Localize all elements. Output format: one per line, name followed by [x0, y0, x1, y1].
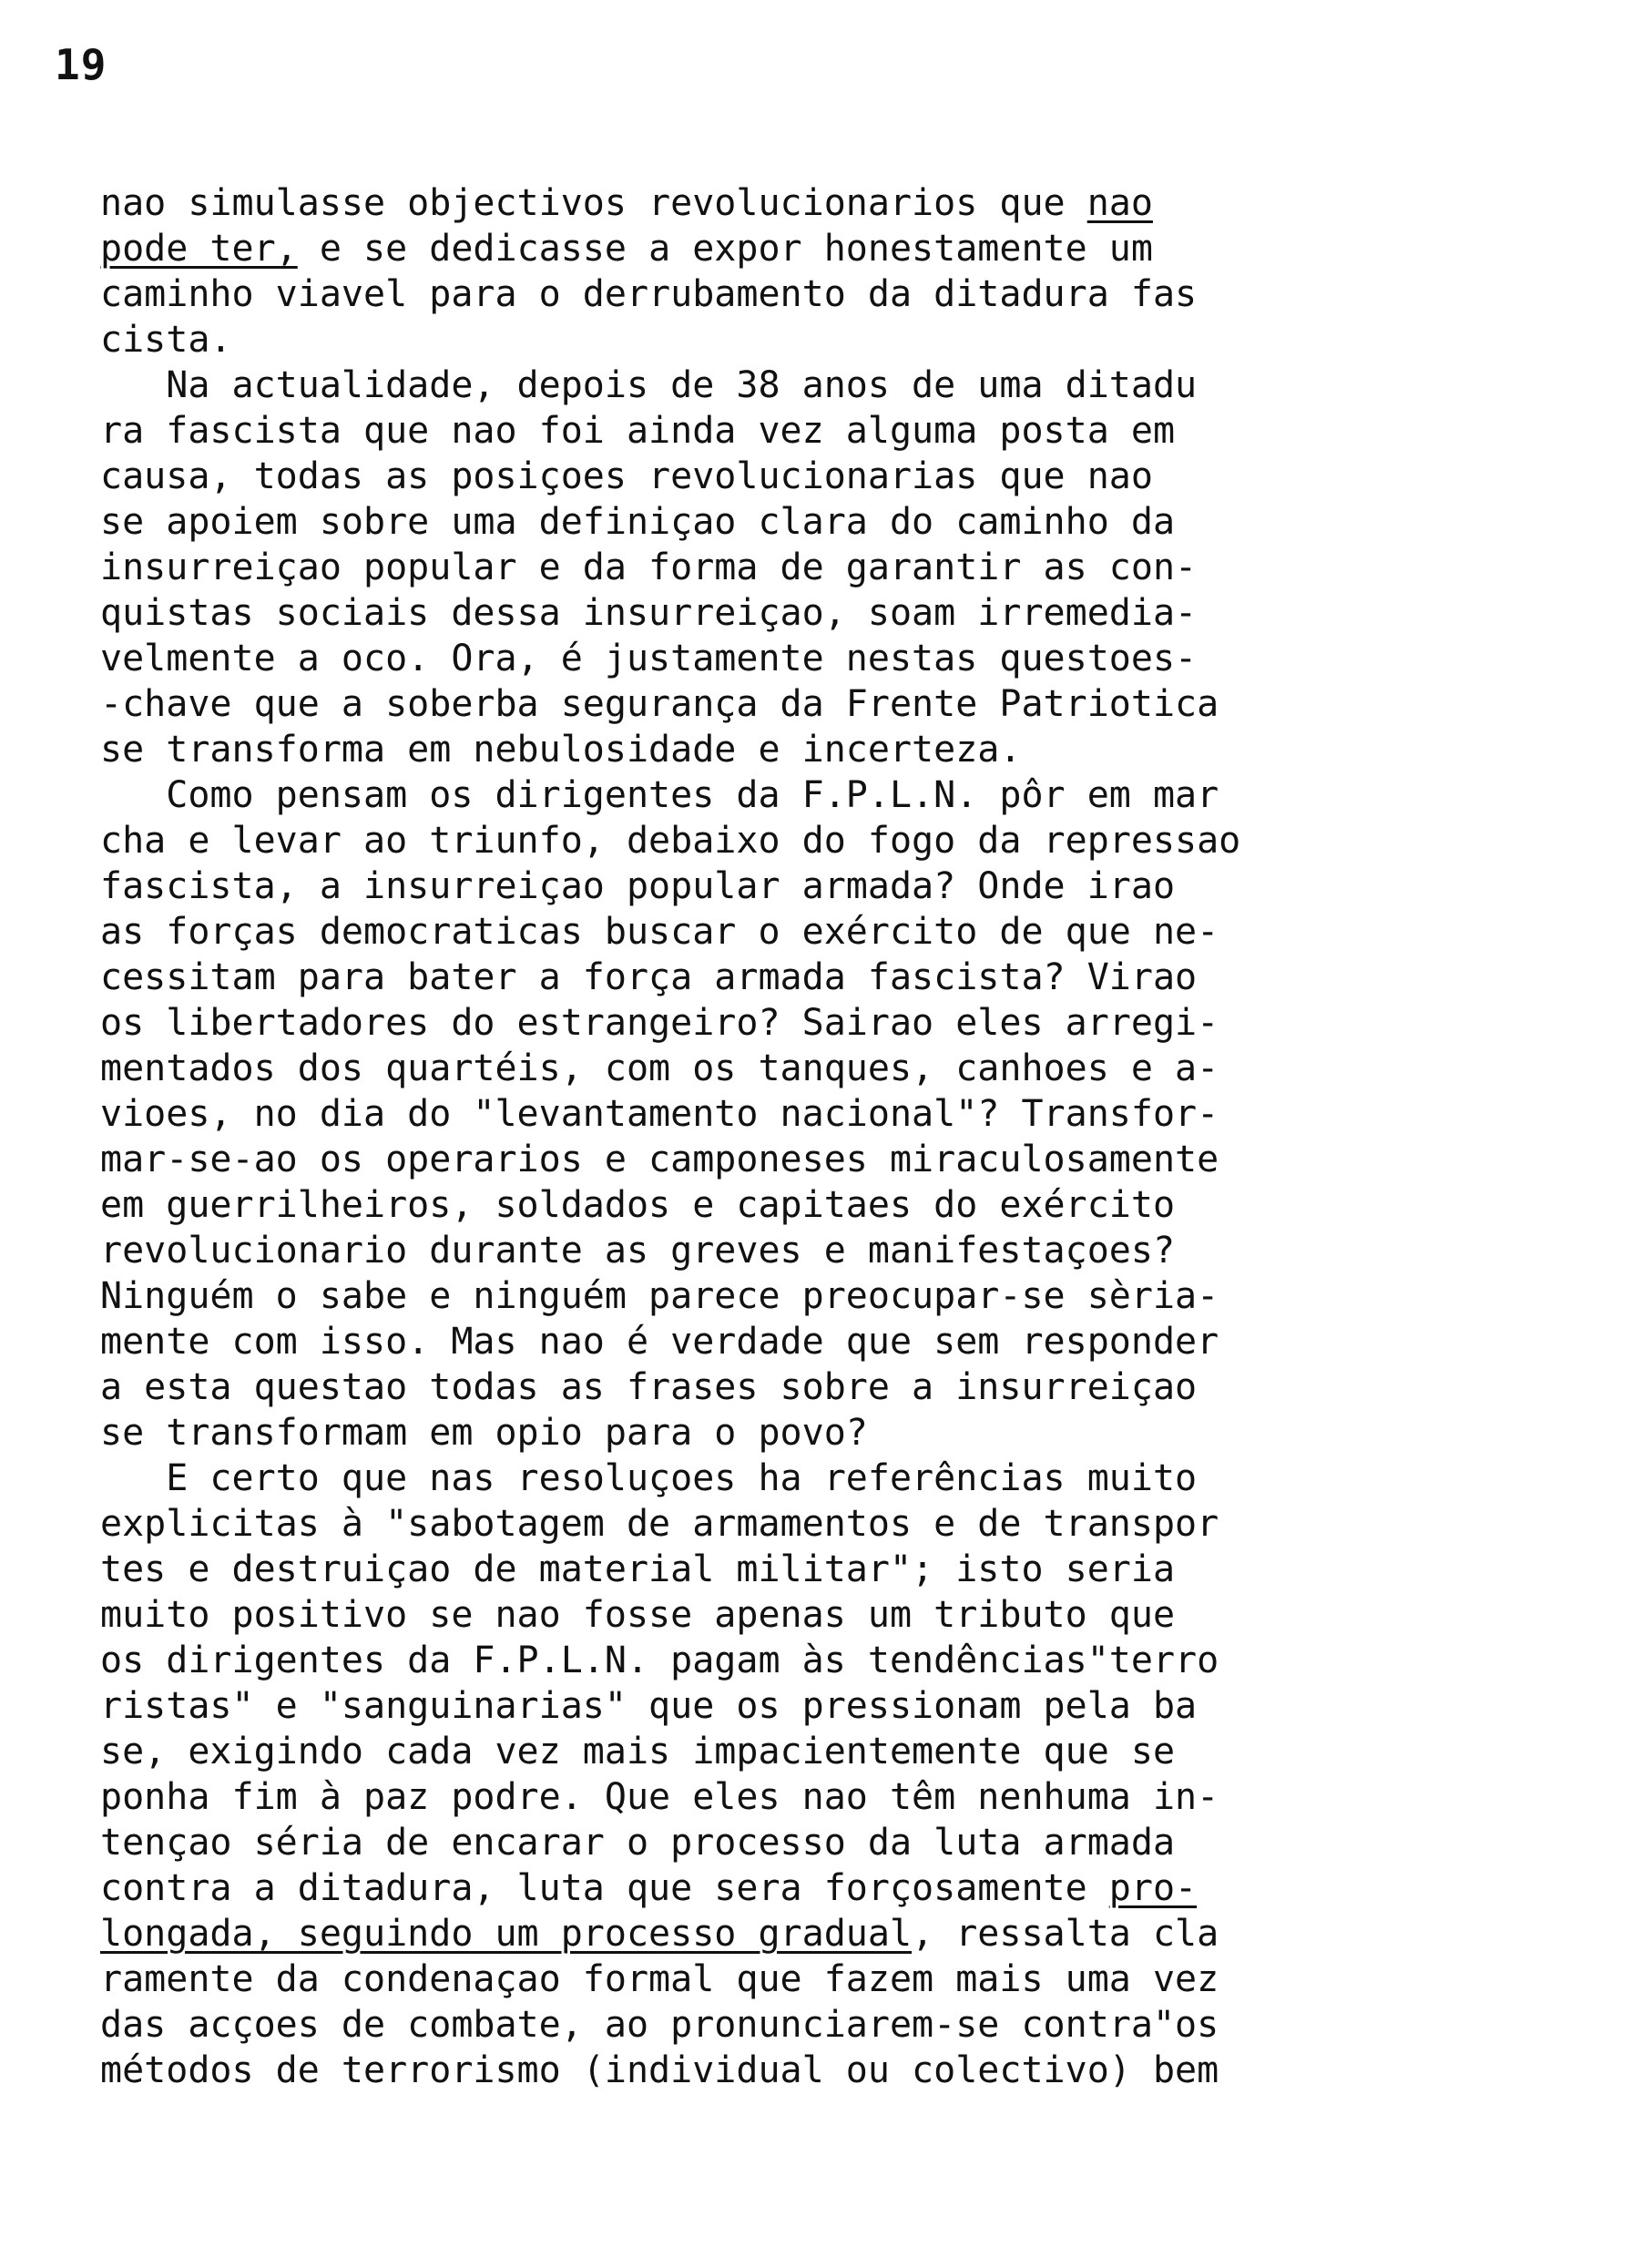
underlined-text: pro- — [1108, 1867, 1198, 1909]
text-line: mar-se-ao os operarios e camponeses miraculosamente — [100, 1139, 1219, 1180]
text-line: revolucionario durante as greves e manifestaçoes? — [100, 1230, 1176, 1272]
text-line: se transformam em opio para o povo? — [100, 1412, 868, 1454]
page-number: 19 — [55, 40, 107, 89]
underlined-text: longada, seguindo um processo gradual — [100, 1913, 913, 1955]
text-line — [100, 180, 1594, 226]
text-line: Na actualidade, depois de 38 anos de uma ditadu — [100, 364, 1198, 406]
text-line: ponha fim à paz podre. Que eles nao têm nenhuma in- — [100, 1776, 1219, 1818]
text-line: ristas" e "sanguinarias" que os pressionam pela ba — [100, 1685, 1198, 1727]
text-line: Como pensam os dirigentes da F.P.L.N. pôr em mar — [100, 774, 1219, 816]
text-line: ra fascista que nao foi ainda vez alguma posta em — [100, 410, 1176, 452]
text-line: E certo que nas resoluçoes ha referências muito — [100, 1457, 1198, 1499]
text-line: explicitas à "sabotagem de armamentos e de transpor — [100, 1503, 1219, 1545]
text-line: cessitam para bater a força armada fascista? Virao — [100, 956, 1198, 998]
text-line: fascista, a insurreiçao popular armada? Onde irao — [100, 865, 1176, 907]
text-line — [100, 1865, 1594, 1911]
text-line: Ninguém o sabe e ninguém parece preocupar-se sèria- — [100, 1275, 1219, 1317]
text-line: muito positivo se nao fosse apenas um tributo que — [100, 1594, 1176, 1636]
text-line: os dirigentes da F.P.L.N. pagam às tendências"terro — [100, 1640, 1219, 1681]
text-line: mentados dos quartéis, com os tanques, canhoes e a- — [100, 1047, 1219, 1089]
text-line: a esta questao todas as frases sobre a insurreiçao — [100, 1366, 1198, 1408]
text-line: quistas sociais dessa insurreiçao, soam irremedia- — [100, 592, 1198, 634]
text-segment: contra a ditadura, luta que sera forçosamente — [100, 1867, 1109, 1909]
text-line: cha e levar ao triunfo, debaixo do fogo da repressao — [100, 820, 1241, 862]
text-segment: nao simulasse objectivos revolucionarios que — [100, 182, 1087, 224]
text-line: velmente a oco. Ora, é justamente nestas questoes- — [100, 638, 1198, 679]
text-line: em guerrilheiros, soldados e capitaes do exército — [100, 1184, 1176, 1226]
typed-text-body — [100, 180, 1594, 2093]
text-line: cista. — [100, 319, 232, 361]
text-line: se apoiem sobre uma definiçao clara do caminho da — [100, 501, 1176, 543]
text-segment: , ressalta cla — [912, 1913, 1219, 1955]
text-line: os libertadores do estrangeiro? Sairao eles arregi- — [100, 1002, 1219, 1044]
text-line: as forças democraticas buscar o exército de que ne- — [100, 911, 1219, 953]
text-line: tes e destruiçao de material militar"; isto seria — [100, 1548, 1176, 1590]
text-line: causa, todas as posiçoes revolucionarias que nao — [100, 455, 1153, 497]
text-line: -chave que a soberba segurança da Frente Patriotica — [100, 683, 1219, 725]
text-segment: e se dedicasse a expor honestamente um — [297, 228, 1153, 270]
text-line: se, exigindo cada vez mais impacientemente que se — [100, 1731, 1176, 1773]
text-line: métodos de terrorismo (individual ou colectivo) bem — [100, 2049, 1219, 2091]
text-line — [100, 1911, 1594, 1956]
underlined-text: pode ter, — [100, 228, 298, 270]
text-line: das acçoes de combate, ao pronunciarem-se contra"os — [100, 2004, 1219, 2046]
text-line — [100, 226, 1594, 271]
text-line: insurreiçao popular e da forma de garantir as con- — [100, 547, 1198, 588]
text-line: ramente da condenaçao formal que fazem mais uma vez — [100, 1958, 1219, 2000]
underlined-text: nao — [1086, 182, 1153, 224]
text-line: se transforma em nebulosidade e incerteza. — [100, 729, 1022, 771]
text-line: vioes, no dia do "levantamento nacional"? Transfor- — [100, 1093, 1219, 1135]
text-line: tençao séria de encarar o processo da luta armada — [100, 1822, 1176, 1864]
text-line: mente com isso. Mas nao é verdade que sem responder — [100, 1321, 1219, 1363]
text-line: caminho viavel para o derrubamento da ditadura fas — [100, 273, 1198, 315]
